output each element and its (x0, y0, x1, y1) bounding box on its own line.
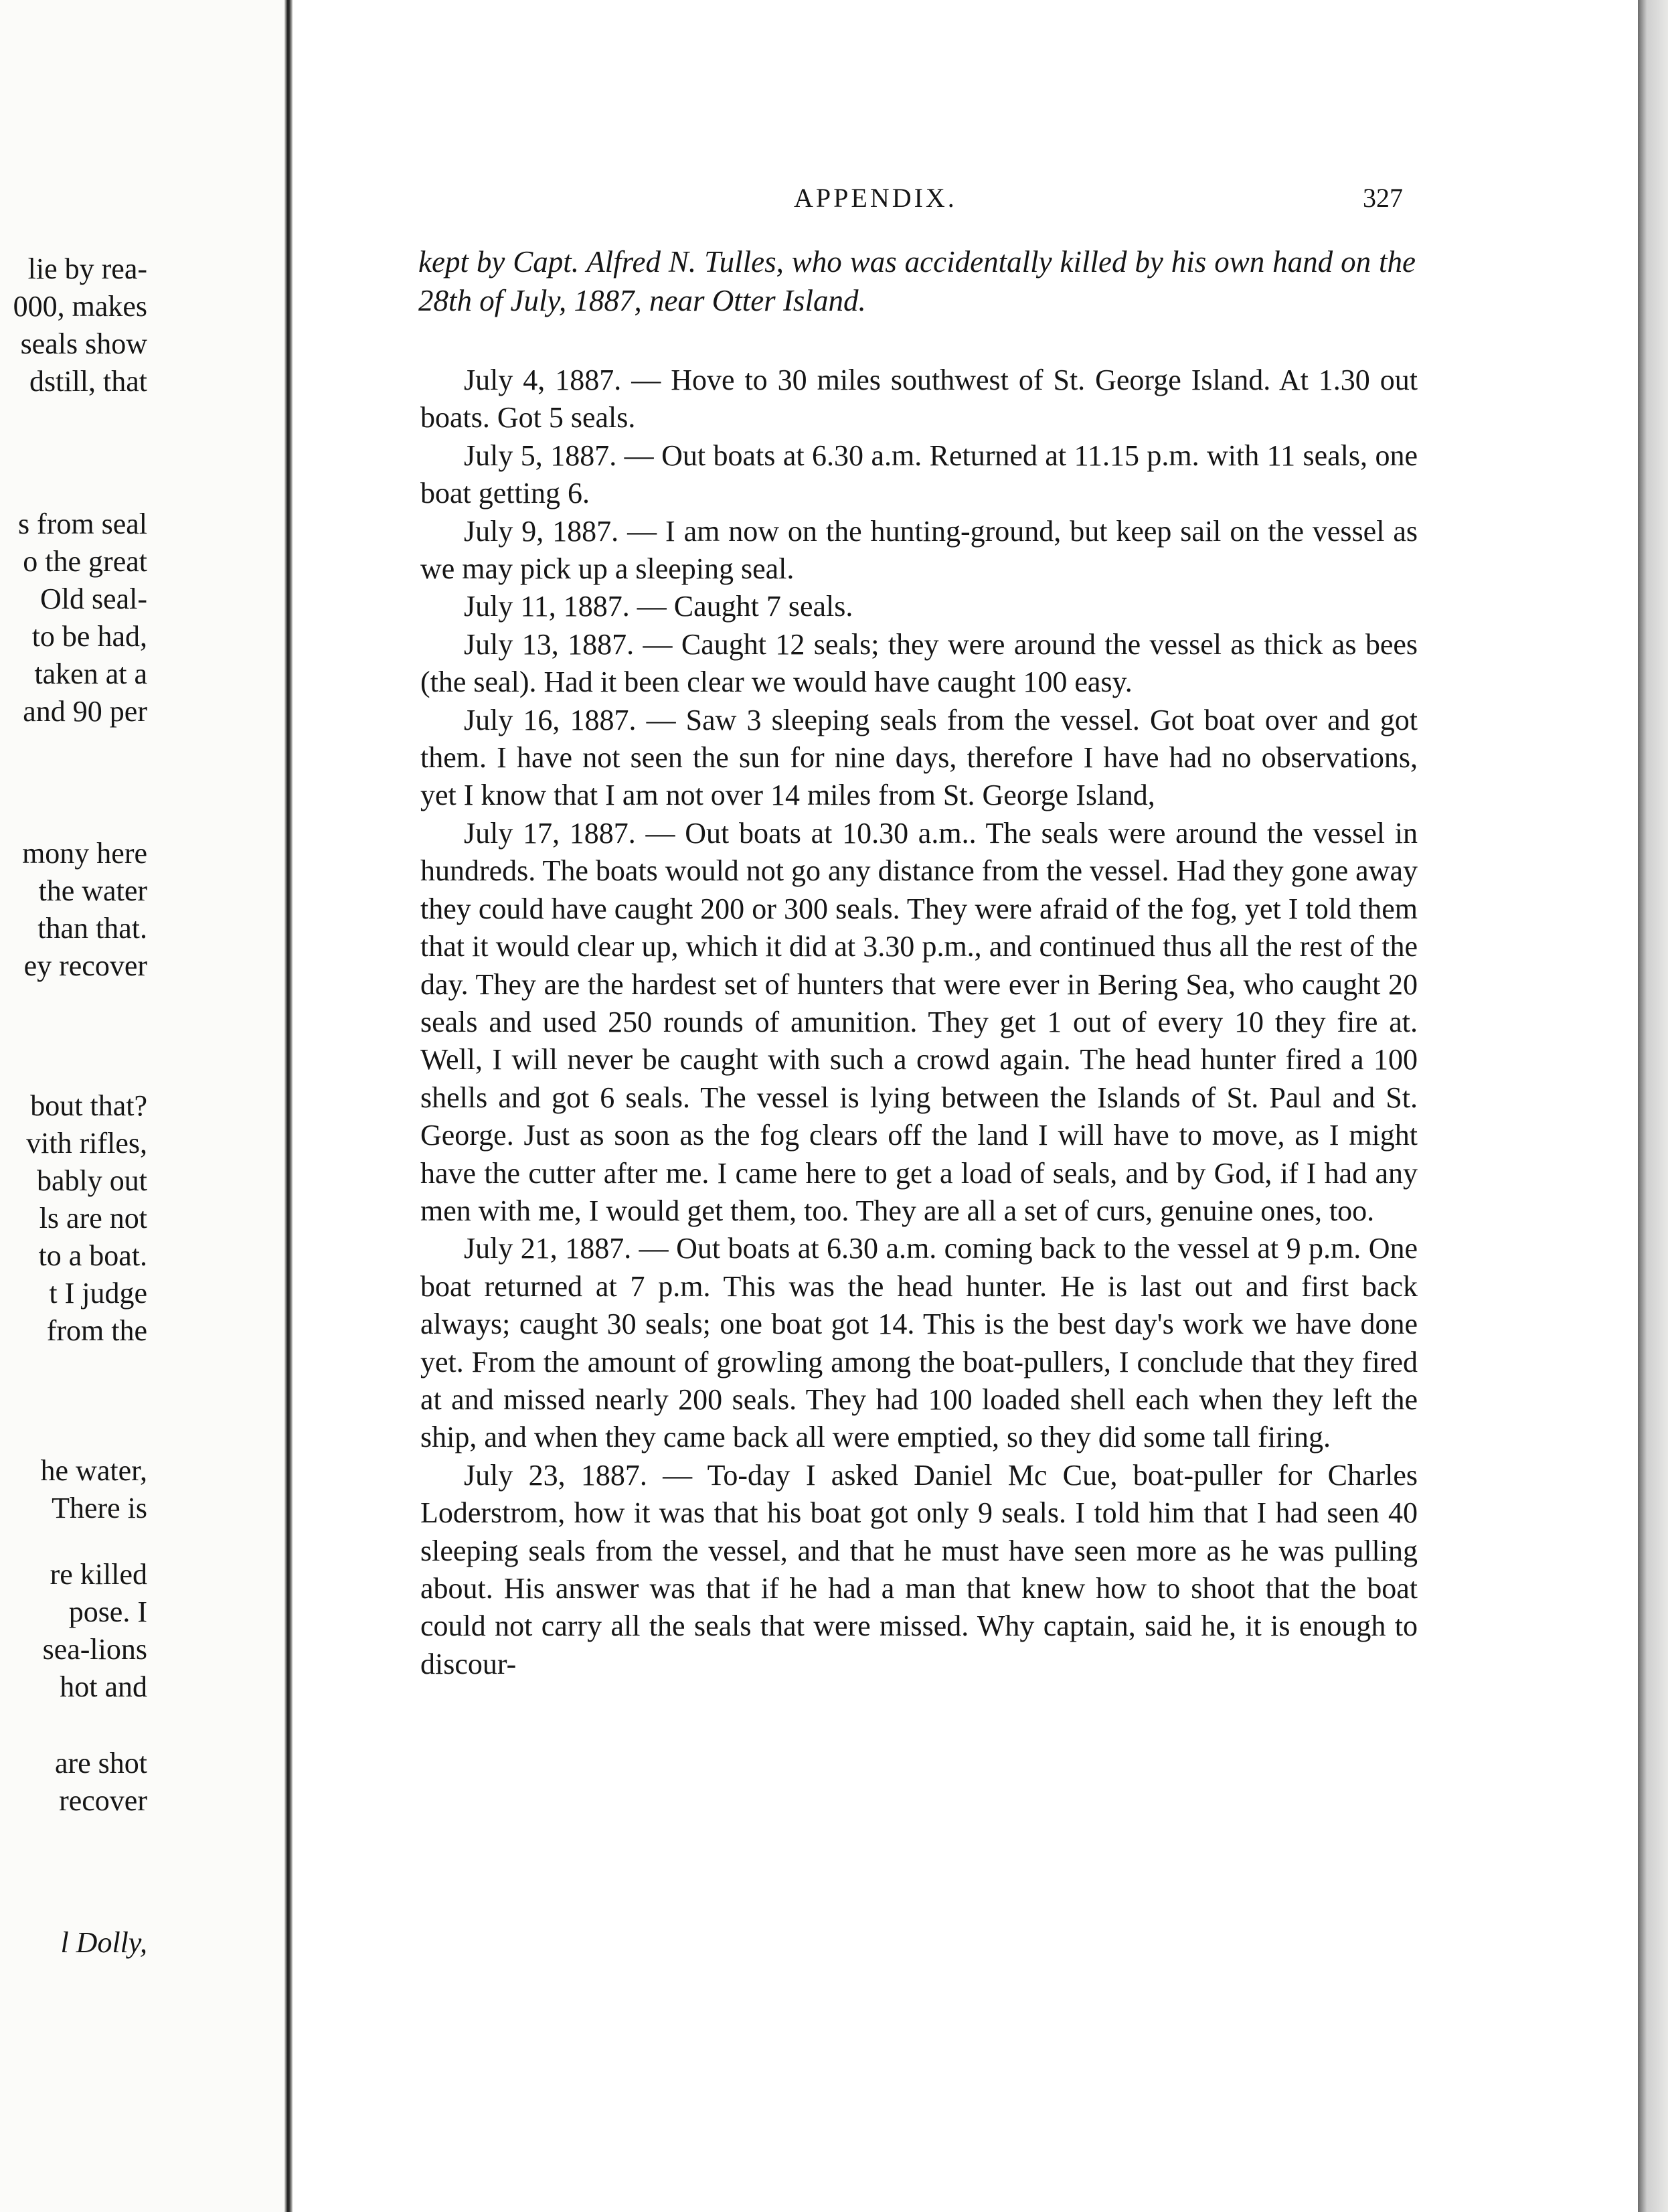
left-page-fragment: he water, (40, 1454, 147, 1487)
intro-paragraph: kept by Capt. Alfred N. Tulles, who was accidentally killed by his own hand on the 28th of July, 1887, near Otter Island. (418, 245, 1416, 317)
left-page-fragment: There is (52, 1492, 147, 1524)
log-entry: July 9, 1887. — I am now on the hunting-ground, but keep sail on the vessel as we may pick up a sleeping seal. (420, 514, 1418, 586)
left-page-fragment: are shot (54, 1747, 147, 1780)
left-page-fragment: than that. (37, 912, 147, 945)
log-entry: July 23, 1887. — To-day I asked Daniel Mc Cue, boat-puller for Charles Loderstrom, how it was that his boat got only 9 seals. I told him that I had seen 40 sleeping seals from the vessel, and that he must have seen more as he was pulling about. His answer was that if he had a man that knew how to shoot that the boat could not carry all the seals that were missed. Why captain, said he, it is enough to discour- (420, 1458, 1418, 1680)
log-entry: July 5, 1887. — Out boats at 6.30 a.m. Returned at 11.15 p.m. with 11 seals, one boat getting 6. (420, 439, 1418, 510)
left-page-fragment: ls are not (39, 1202, 147, 1235)
left-page-fragment: recover (59, 1784, 147, 1817)
log-entries (420, 362, 1418, 1683)
left-page-fragment: sea-lions (42, 1633, 147, 1666)
left-page-fragment: seals show (20, 327, 147, 360)
running-head: APPENDIX. (794, 183, 957, 213)
left-page-fragment: mony here (22, 837, 147, 870)
left-page-fragment: t I judge (49, 1277, 147, 1310)
left-page-fragment: and 90 per (23, 695, 147, 728)
left-page-fragment: lie by rea- (27, 252, 147, 285)
left-page-fragment: vith rifles, (26, 1127, 147, 1160)
book-gutter (284, 0, 293, 2212)
log-entry: July 4, 1887. — Hove to 30 miles southwest of St. George Island. At 1.30 out boats. Got 5 seals. (420, 364, 1418, 434)
left-page-fragment: bout that? (30, 1089, 147, 1122)
log-entry: July 11, 1887. — Caught 7 seals. (464, 590, 853, 623)
left-page-fragment: Old seal- (39, 582, 147, 615)
left-page-fragment: to be had, (31, 620, 147, 653)
left-page-fragment: s from seal (17, 507, 147, 540)
left-page-fragment: taken at a (34, 657, 147, 690)
left-page-fragment: o the great (23, 545, 147, 578)
left-page-fragment: hot and (60, 1670, 147, 1703)
left-page (0, 0, 288, 2212)
left-page-fragment: to a boat. (38, 1239, 147, 1272)
left-page-fragment: the water (38, 874, 147, 907)
left-page-fragment: 000, makes (13, 290, 147, 323)
left-page-fragment: pose. I (68, 1595, 147, 1628)
left-page-fragment: re killed (50, 1558, 147, 1591)
log-entry: July 17, 1887. — Out boats at 10.30 a.m.. The seals were around the vessel in hundreds. The boats would not go any distance from the vessel. Had they gone away they could have caught 200 or 300 seals. They were afraid of the fog, yet I told them that it would clear up, which it did at 3.30 p.m., and continued thus all the rest of the day. They are the hardest set of hunters that were ever in Bering Sea, who caught 20 seals and used 250 rounds of amunition. They get 1 out of every 10 they fire at. Well, I will never be caught with such a crowd again. The head hunter fired a 100 shells and got 6 seals. The vessel is lying between the Islands of St. Paul and St. George. Just as soon as the fog clears off the land I will have to move, as I might have the cutter after me. I came here to get a load of seals, and by God, if I had any men with me, I would get them, too. They are all a set of curs, genuine ones, too. (420, 816, 1418, 1227)
left-page-fragment: from the (46, 1314, 147, 1347)
page-edge-shadow (1638, 0, 1668, 2212)
log-entry: July 21, 1887. — Out boats at 6.30 a.m. coming back to the vessel at 9 p.m. One boat returned at 7 p.m. This was the head hunter. He is last out and first back always; caught 30 seals; one boat got 14. This is the best day's work we have done yet. From the amount of growling among the boat-pullers, I conclude that they fired at and missed nearly 200 seals. They had 100 loaded shell each when they left the ship, and when they came back all were emptied, so they did some tall firing. (420, 1232, 1418, 1454)
left-page-fragment: l Dolly, (60, 1926, 147, 1959)
log-entry: July 13, 1887. — Caught 12 seals; they were around the vessel as thick as bees (the seal). Had it been clear we would have caught 100 easy. (420, 627, 1418, 699)
page-number: 327 (1363, 183, 1403, 213)
left-page-fragment: ey recover (23, 949, 147, 982)
log-entry: July 16, 1887. — Saw 3 sleeping seals from the vessel. Got boat over and got them. I have not seen the sun for nine days, therefore I have had no observations, yet I know that I am not over 14 miles from St. George Island, (420, 703, 1418, 812)
left-page-fragment: bably out (37, 1164, 147, 1197)
left-page-fragment: dstill, that (29, 365, 147, 398)
